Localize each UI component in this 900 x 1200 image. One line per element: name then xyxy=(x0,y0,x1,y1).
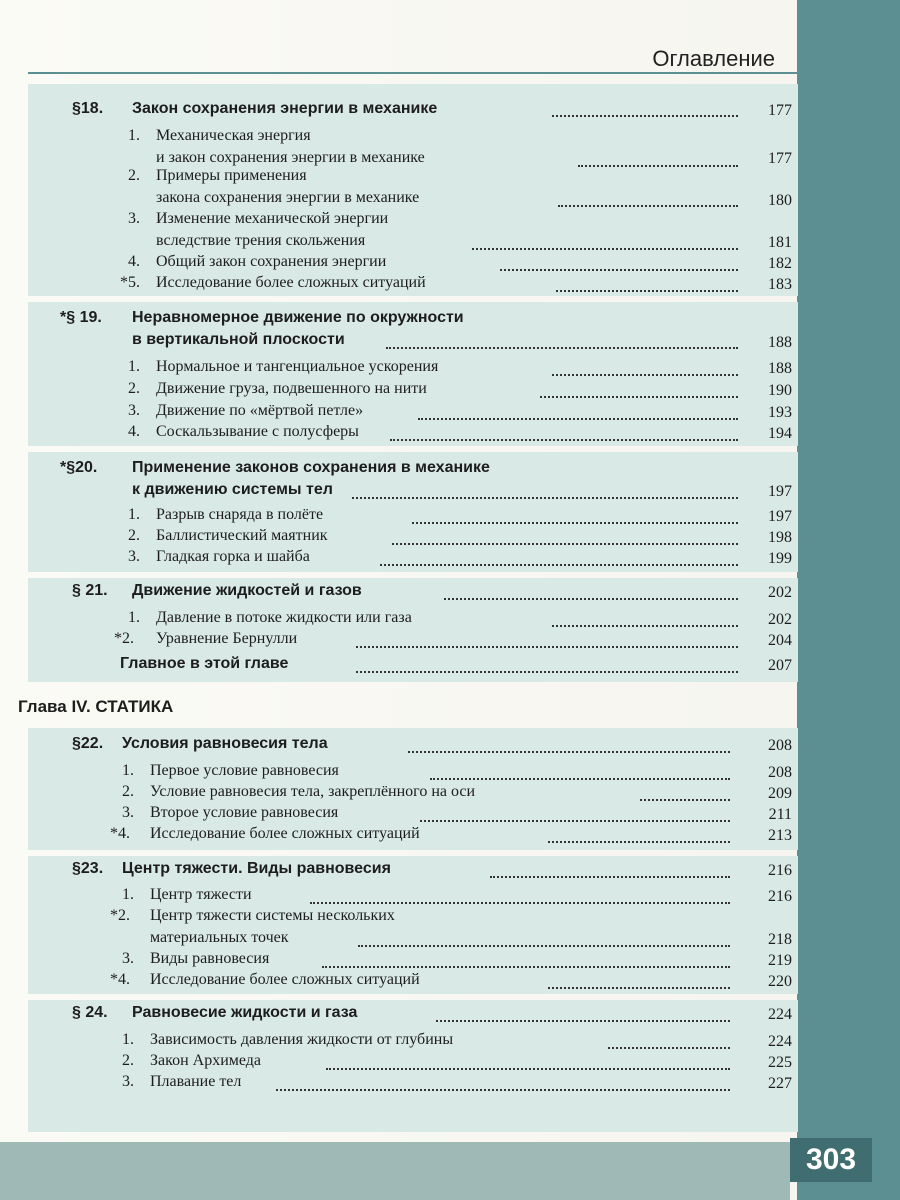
chapter-summary: Главное в этой главе xyxy=(120,655,289,672)
leader-dots xyxy=(444,594,738,600)
item-title: Второе условие равновесия xyxy=(150,804,339,821)
leader-dots xyxy=(408,747,730,753)
leader-dots xyxy=(548,983,730,989)
page-ref: 224 xyxy=(768,1006,792,1023)
leader-dots xyxy=(430,774,730,780)
item-number: 1. xyxy=(128,127,140,144)
page-ref: 225 xyxy=(768,1054,792,1071)
chapter-heading: Глава IV. СТАТИКА xyxy=(18,697,174,716)
item-title: Примеры применения xyxy=(156,167,307,184)
sidebar-stripe xyxy=(797,0,900,1200)
item-title: Условие равновесия тела, закреплённого на оси xyxy=(150,783,476,800)
item-number: *4. xyxy=(110,971,130,988)
leader-dots xyxy=(552,111,738,117)
section-number: *§20. xyxy=(60,459,98,476)
leader-dots xyxy=(552,370,738,376)
item-title: Общий закон сохранения энергии xyxy=(156,253,387,270)
leader-dots xyxy=(578,161,738,167)
item-title: Движение по «мёртвой петле» xyxy=(156,402,364,419)
page-ref: 183 xyxy=(768,276,792,293)
page-ref: 207 xyxy=(768,657,792,674)
item-number: 1. xyxy=(122,1031,134,1048)
page-ref: 208 xyxy=(768,764,792,781)
leader-dots xyxy=(548,837,730,843)
leader-dots xyxy=(322,962,730,968)
page-ref: 190 xyxy=(768,382,792,399)
item-title: Давление в потоке жидкости или газа xyxy=(156,609,412,626)
bottom-bar xyxy=(0,1142,790,1200)
leader-dots xyxy=(540,392,738,398)
leader-dots xyxy=(418,414,738,420)
leader-dots xyxy=(436,1016,730,1022)
page-ref: 199 xyxy=(768,550,792,567)
item-title: Нормальное и тангенциальное ускорения xyxy=(156,358,439,375)
leader-dots xyxy=(310,898,730,904)
page-ref: 224 xyxy=(768,1033,792,1050)
item-title-cont: и закон сохранения энергии в механике xyxy=(156,149,425,166)
page-ref: 188 xyxy=(768,360,792,377)
leader-dots xyxy=(412,518,738,524)
item-title: Гладкая горка и шайба xyxy=(156,548,310,565)
leader-dots xyxy=(356,642,738,648)
page-ref: 177 xyxy=(768,150,792,167)
page-ref: 213 xyxy=(768,827,792,844)
leader-dots xyxy=(380,560,738,566)
page-ref: 197 xyxy=(768,483,792,500)
page-header-title: Оглавление xyxy=(652,46,775,71)
section-number: §23. xyxy=(72,860,104,877)
item-title: Механическая энергия xyxy=(156,127,311,144)
page-ref: 202 xyxy=(768,584,792,601)
item-number: 3. xyxy=(128,210,140,227)
section-title: Неравномерное движение по окружности xyxy=(132,309,464,326)
item-number: 1. xyxy=(128,358,140,375)
item-number: 2. xyxy=(128,527,140,544)
leader-dots xyxy=(276,1085,730,1091)
page-ref: 220 xyxy=(768,973,792,990)
section-number: § 21. xyxy=(72,582,108,599)
section-title: Условия равновесия тела xyxy=(122,735,328,752)
leader-dots xyxy=(386,343,738,349)
item-number: *4. xyxy=(110,825,130,842)
leader-dots xyxy=(420,816,730,822)
item-title: Баллистический маятник xyxy=(156,527,328,544)
item-number: 4. xyxy=(128,253,140,270)
leader-dots xyxy=(558,201,738,207)
page-ref: 197 xyxy=(768,508,792,525)
leader-dots xyxy=(556,286,738,292)
item-title: Зависимость давления жидкости от глубины xyxy=(150,1031,454,1048)
leader-dots xyxy=(640,795,730,801)
item-number: 2. xyxy=(122,783,134,800)
page-ref: 181 xyxy=(768,234,792,251)
section-title: Закон сохранения энергии в механике xyxy=(132,100,438,117)
leader-dots xyxy=(490,872,730,878)
page-ref: 216 xyxy=(768,888,792,905)
item-number: 2. xyxy=(128,167,140,184)
item-number: 3. xyxy=(122,804,134,821)
item-number: 1. xyxy=(122,762,134,779)
section-title-cont: к движению системы тел xyxy=(132,481,333,498)
item-title: Разрыв снаряда в полёте xyxy=(156,506,324,523)
leader-dots xyxy=(356,667,738,673)
leader-dots xyxy=(552,621,738,627)
item-number: *5. xyxy=(120,274,140,291)
item-title: Исследование более сложных ситуаций xyxy=(156,274,426,291)
item-title: Плавание тел xyxy=(150,1073,242,1090)
item-number: 2. xyxy=(128,380,140,397)
item-title: Уравнение Бернулли xyxy=(156,630,298,647)
item-title: Закон Архимеда xyxy=(150,1052,262,1069)
item-title: Первое условие равновесия xyxy=(150,762,339,779)
top-rule xyxy=(28,72,798,74)
page-ref: 227 xyxy=(768,1075,792,1092)
item-number: *2. xyxy=(110,907,130,924)
page-ref: 218 xyxy=(768,931,792,948)
item-number: *2. xyxy=(114,630,134,647)
leader-dots xyxy=(358,941,730,947)
section-title-cont: в вертикальной плоскости xyxy=(132,331,345,348)
item-number: 3. xyxy=(122,950,134,967)
leader-dots xyxy=(392,539,738,545)
section-title: Применение законов сохранения в механике xyxy=(132,459,490,476)
item-title: Изменение механической энергии xyxy=(156,210,389,227)
section-title: Равновесие жидкости и газа xyxy=(132,1004,358,1021)
page-ref: 180 xyxy=(768,192,792,209)
section-number: §18. xyxy=(72,100,104,117)
section-title: Движение жидкостей и газов xyxy=(132,582,362,599)
item-number: 4. xyxy=(128,423,140,440)
page-ref: 202 xyxy=(768,611,792,628)
page-ref: 209 xyxy=(768,785,792,802)
item-title: Исследование более сложных ситуаций xyxy=(150,971,420,988)
page-ref: 208 xyxy=(768,737,792,754)
leader-dots xyxy=(326,1064,730,1070)
leader-dots xyxy=(472,244,738,250)
leader-dots xyxy=(352,493,738,499)
item-title-cont: закона сохранения энергии в механике xyxy=(156,189,420,206)
item-title: Исследование более сложных ситуаций xyxy=(150,825,420,842)
leader-dots xyxy=(608,1043,730,1049)
leader-dots xyxy=(500,265,738,271)
page-ref: 216 xyxy=(768,862,792,879)
page-ref: 194 xyxy=(768,425,792,442)
item-number: 3. xyxy=(122,1073,134,1090)
item-title: Соскальзывание с полусферы xyxy=(156,423,359,440)
page-ref: 177 xyxy=(768,102,792,119)
item-number: 1. xyxy=(128,506,140,523)
page-ref: 219 xyxy=(768,952,792,969)
page-ref: 204 xyxy=(768,632,792,649)
item-title: Центр тяжести xyxy=(150,886,252,903)
page-ref: 193 xyxy=(768,404,792,421)
page-ref: 188 xyxy=(768,334,792,351)
section-number: § 24. xyxy=(72,1004,108,1021)
section-title: Центр тяжести. Виды равновесия xyxy=(122,860,391,877)
item-number: 3. xyxy=(128,402,140,419)
page-ref: 198 xyxy=(768,529,792,546)
page-ref: 182 xyxy=(768,255,792,272)
page-number: 303 xyxy=(790,1138,872,1182)
item-title: Виды равновесия xyxy=(150,950,270,967)
leader-dots xyxy=(390,435,738,441)
page-ref: 211 xyxy=(768,806,792,823)
item-title: Центр тяжести системы нескольких xyxy=(150,907,395,924)
item-title-cont: материальных точек xyxy=(150,929,289,946)
item-number: 1. xyxy=(128,609,140,626)
item-number: 3. xyxy=(128,548,140,565)
item-title-cont: вследствие трения скольжения xyxy=(156,232,366,249)
item-number: 2. xyxy=(122,1052,134,1069)
section-number: *§ 19. xyxy=(60,309,102,326)
section-number: §22. xyxy=(72,735,104,752)
item-number: 1. xyxy=(122,886,134,903)
item-title: Движение груза, подвешенного на нити xyxy=(156,380,427,397)
